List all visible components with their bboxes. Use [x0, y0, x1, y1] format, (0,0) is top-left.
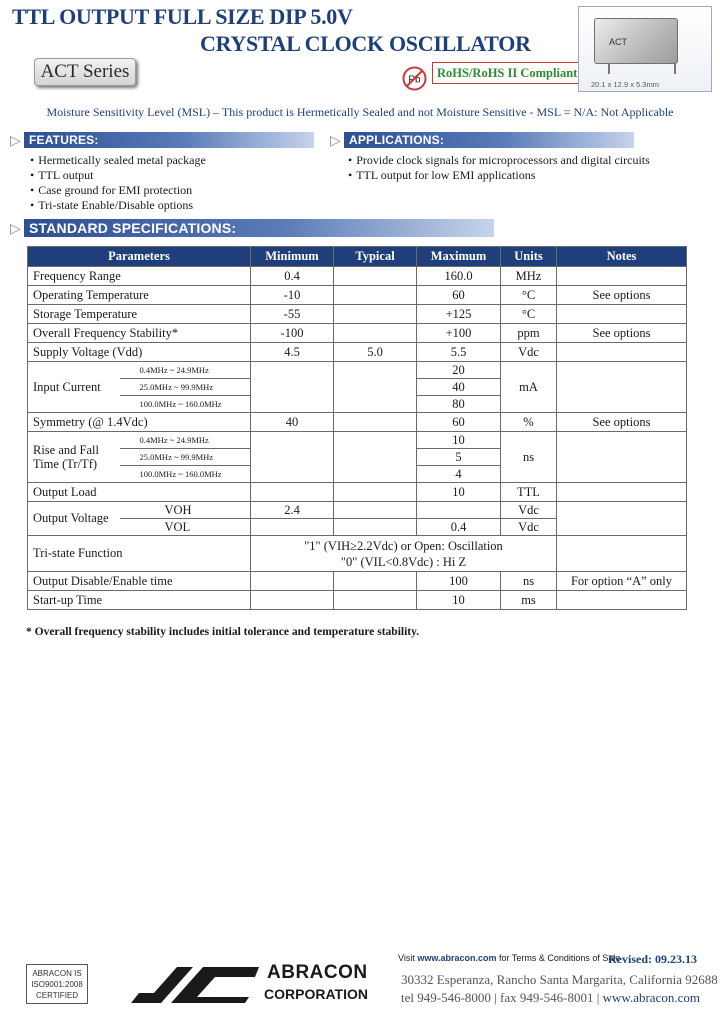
table-row	[28, 413, 687, 432]
freq-range-cell: 0.4MHz ~ 24.9MHz	[120, 362, 251, 379]
max-cell: 20	[417, 362, 501, 379]
arrow-icon: ▷	[10, 219, 21, 236]
rohs-badge: RoHS/RoHS II Compliant	[432, 62, 582, 84]
typ-cell	[334, 286, 417, 305]
table-row	[28, 362, 687, 379]
list-item: • TTL output for low EMI applications	[348, 168, 650, 183]
list-item: • Hermetically sealed metal package	[30, 153, 206, 168]
table-row	[28, 536, 687, 572]
logo-corporation: CORPORATION	[264, 986, 368, 1002]
voh-label-cell: VOH	[120, 502, 251, 519]
header-typical: Typical	[334, 247, 417, 267]
param-cell: Symmetry (@ 1.4Vdc)	[28, 413, 251, 432]
header-minimum: Minimum	[251, 247, 334, 267]
param-cell: Output Voltage	[28, 502, 120, 536]
company-address: 30332 Esperanza, Rancho Santa Margarita, California 92688	[401, 972, 718, 987]
unit-cell: MHz	[501, 267, 557, 286]
max-cell: 10	[417, 483, 501, 502]
lead-free-icon	[402, 66, 427, 91]
param-cell: Storage Temperature	[28, 305, 251, 324]
min-cell: -100	[251, 324, 334, 343]
min-cell	[251, 483, 334, 502]
product-photo-label: ACT	[609, 37, 627, 47]
applications-heading	[330, 132, 634, 148]
typ-cell	[334, 432, 417, 483]
unit-cell: ns	[501, 432, 557, 483]
rise-fall-label-line-1: Rise and Fall	[33, 443, 99, 457]
max-cell: 4	[417, 466, 501, 483]
unit-cell: Vdc	[501, 343, 557, 362]
iso-certification-box	[26, 964, 88, 1004]
typ-cell	[334, 267, 417, 286]
freq-range-cell: 25.0MHz ~ 99.9MHz	[120, 449, 251, 466]
notes-cell: For option “A” only	[557, 572, 687, 591]
min-cell	[251, 591, 334, 610]
typ-cell	[334, 591, 417, 610]
typ-cell	[334, 413, 417, 432]
tristate-line-2: "0" (VIL<0.8Vdc) : Hi Z	[340, 554, 467, 569]
max-cell: 60	[417, 413, 501, 432]
unit-cell: ns	[501, 572, 557, 591]
product-dimensions: 20.1 x 12.9 x 5.3mm	[591, 80, 659, 89]
header-units: Units	[501, 247, 557, 267]
min-cell: 4.5	[251, 343, 334, 362]
iso-line-1: ABRACON IS	[32, 969, 82, 978]
iso-line-3: CERTIFIED	[35, 991, 79, 1000]
min-cell: 0.4	[251, 267, 334, 286]
max-cell: +125	[417, 305, 501, 324]
param-cell: Tri-state Function	[28, 536, 251, 572]
applications-list	[348, 153, 650, 183]
max-cell: 60	[417, 286, 501, 305]
table-header-row	[28, 247, 687, 267]
min-cell	[251, 572, 334, 591]
iso-line-2: ISO9001:2008	[31, 980, 83, 989]
typ-cell: 5.0	[334, 343, 417, 362]
features-heading	[10, 132, 314, 148]
notes-cell	[557, 536, 687, 572]
phone-fax: tel 949-546-8000 | fax 949-546-8001 |	[401, 990, 603, 1005]
freq-range-cell: 25.0MHz ~ 99.9MHz	[120, 379, 251, 396]
freq-range-cell: 0.4MHz ~ 24.9MHz	[120, 432, 251, 449]
table-row	[28, 324, 687, 343]
title-line-1: TTL OUTPUT FULL SIZE DIP 5.0V	[12, 4, 353, 29]
terms-link[interactable]: www.abracon.com	[417, 953, 497, 963]
header-parameters: Parameters	[28, 247, 251, 267]
max-cell: 0.4	[417, 519, 501, 536]
unit-cell: °C	[501, 286, 557, 305]
specifications-table	[27, 246, 687, 610]
table-row	[28, 432, 687, 449]
stability-footnote: * Overall frequency stability includes initial tolerance and temperature stability.	[26, 626, 420, 638]
param-cell: Start-up Time	[28, 591, 251, 610]
min-cell: -55	[251, 305, 334, 324]
vol-label-cell: VOL	[120, 519, 251, 536]
table-row	[28, 591, 687, 610]
notes-cell	[557, 305, 687, 324]
specifications-title: STANDARD SPECIFICATIONS:	[24, 219, 494, 237]
visit-suffix: for Terms & Conditions of Sale	[496, 953, 621, 963]
pb-symbol: Pb	[408, 74, 421, 86]
applications-title: APPLICATIONS:	[344, 132, 634, 148]
notes-cell	[557, 362, 687, 413]
arrow-icon: ▷	[330, 131, 341, 148]
unit-cell: Vdc	[501, 502, 557, 519]
param-cell: Operating Temperature	[28, 286, 251, 305]
series-badge: ACT Series	[34, 58, 136, 86]
param-cell	[28, 432, 120, 483]
unit-cell: Vdc	[501, 519, 557, 536]
max-cell: 10	[417, 432, 501, 449]
freq-range-cell: 100.0MHz ~ 160.0MHz	[120, 396, 251, 413]
max-cell: 160.0	[417, 267, 501, 286]
specifications-heading	[10, 220, 494, 236]
min-cell	[251, 432, 334, 483]
notes-cell: See options	[557, 324, 687, 343]
typ-cell	[334, 324, 417, 343]
terms-line	[398, 953, 620, 963]
header-notes: Notes	[557, 247, 687, 267]
max-cell: 10	[417, 591, 501, 610]
notes-cell	[557, 483, 687, 502]
notes-cell	[557, 267, 687, 286]
list-item: • Provide clock signals for microprocessors and digital circuits	[348, 153, 650, 168]
param-cell: Frequency Range	[28, 267, 251, 286]
website-link[interactable]: www.abracon.com	[602, 990, 700, 1005]
abracon-logo-icon	[131, 963, 261, 1005]
param-cell: Overall Frequency Stability*	[28, 324, 251, 343]
min-cell	[251, 362, 334, 413]
list-item: • TTL output	[30, 168, 206, 183]
notes-cell	[557, 502, 687, 536]
min-cell	[251, 519, 334, 536]
table-row	[28, 343, 687, 362]
min-cell: -10	[251, 286, 334, 305]
max-cell	[417, 502, 501, 519]
param-cell: Input Current	[28, 362, 120, 413]
table-row	[28, 483, 687, 502]
contact-line	[401, 990, 700, 1006]
freq-range-cell: 100.0MHz ~ 160.0MHz	[120, 466, 251, 483]
max-cell: 80	[417, 396, 501, 413]
param-cell: Supply Voltage (Vdd)	[28, 343, 251, 362]
tristate-description-cell	[251, 536, 557, 572]
typ-cell	[334, 305, 417, 324]
typ-cell	[334, 519, 417, 536]
table-row	[28, 502, 687, 519]
title-line-2: CRYSTAL CLOCK OSCILLATOR	[200, 31, 531, 56]
param-cell: Output Load	[28, 483, 251, 502]
max-cell: 5	[417, 449, 501, 466]
max-cell: +100	[417, 324, 501, 343]
list-item: • Case ground for EMI protection	[30, 183, 206, 198]
notes-cell: See options	[557, 286, 687, 305]
msl-statement: Moisture Sensitivity Level (MSL) – This product is Hermetically Sealed and not Moisture Sensitive - MSL = N/A: Not Applicable	[46, 105, 674, 119]
typ-cell	[334, 483, 417, 502]
features-list	[30, 153, 206, 213]
logo-name: ABRACON	[267, 962, 368, 983]
revision-date: Revised: 09.23.13	[608, 952, 697, 966]
unit-cell: mA	[501, 362, 557, 413]
unit-cell: ms	[501, 591, 557, 610]
unit-cell: ppm	[501, 324, 557, 343]
visit-prefix: Visit	[398, 953, 418, 963]
max-cell: 40	[417, 379, 501, 396]
table-row	[28, 305, 687, 324]
table-row	[28, 286, 687, 305]
min-cell: 2.4	[251, 502, 334, 519]
notes-cell	[557, 591, 687, 610]
list-item: • Tri-state Enable/Disable options	[30, 198, 206, 213]
param-cell: Output Disable/Enable time	[28, 572, 251, 591]
typ-cell	[334, 502, 417, 519]
max-cell: 5.5	[417, 343, 501, 362]
arrow-icon: ▷	[10, 131, 21, 148]
max-cell: 100	[417, 572, 501, 591]
typ-cell	[334, 572, 417, 591]
unit-cell: °C	[501, 305, 557, 324]
min-cell: 40	[251, 413, 334, 432]
product-photo-pins	[604, 64, 680, 74]
tristate-line-1: "1" (VIH≥2.2Vdc) or Open: Oscillation	[304, 538, 503, 553]
rise-fall-label-line-2: Time (Tr/Tf)	[33, 457, 98, 471]
unit-cell: %	[501, 413, 557, 432]
table-row	[28, 572, 687, 591]
notes-cell	[557, 432, 687, 483]
features-title: FEATURES:	[24, 132, 314, 148]
product-photo	[594, 18, 678, 64]
header-maximum: Maximum	[417, 247, 501, 267]
unit-cell: TTL	[501, 483, 557, 502]
notes-cell: See options	[557, 413, 687, 432]
table-row	[28, 267, 687, 286]
typ-cell	[334, 362, 417, 413]
notes-cell	[557, 343, 687, 362]
